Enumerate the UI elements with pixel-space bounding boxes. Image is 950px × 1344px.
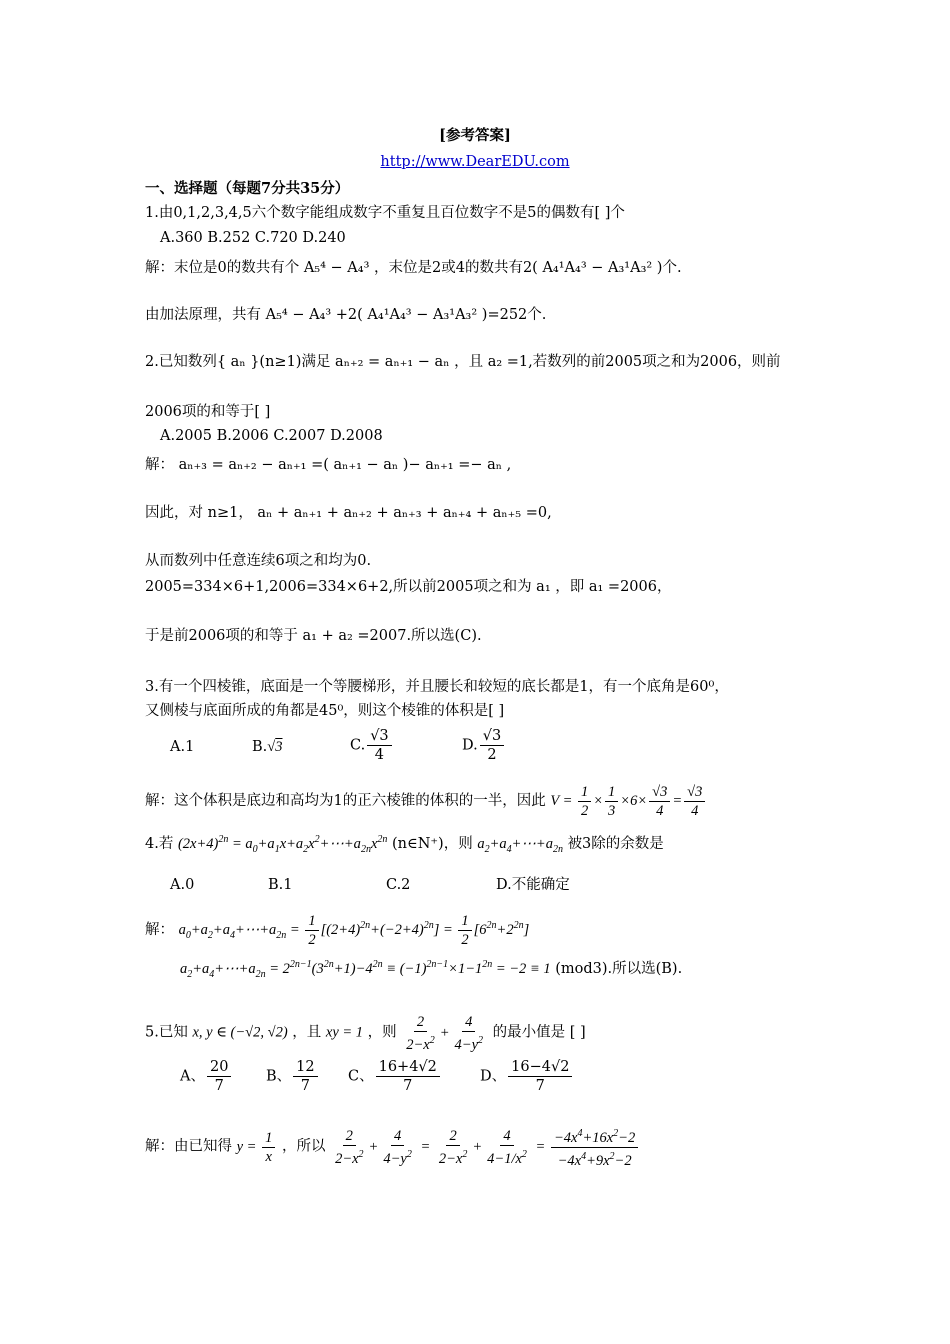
q3-solution-prefix: 解：这个体积是底边和高均为1的正六棱锥的体积的一半，因此 — [145, 792, 546, 809]
q5-solution-expr: $\frac{2}{2-x^2}$ + $\frac{4}{4-y^2}$ = $\frac{2}{2-x^2}$ + $\frac{4}{4-1/x^2}$ = $\frac{-4x^4+16x^2-2}{-4x^4+9x^2-2}$ — [330, 1139, 640, 1155]
q5-option-c: C、 — [348, 1068, 374, 1085]
even-coeff-sum: $a_2+a_4+\cdots+a_{2n}$ — [477, 835, 563, 855]
y-equals-1-over-x: y = $\frac{1}{x}$ — [237, 1139, 278, 1155]
q3-text: 3.有一个四棱锥，底面是一个等腰梯形，并且腰长和较短的底长都是1，有一个底角是60⁰， — [145, 679, 729, 695]
binomial-expansion: $(2x+4)^{2n}$ = $a_0+a_1x+a_2x^2+\cdots+a_{2n}x^{2n}$ — [177, 834, 388, 855]
q5-option-d: D、 — [480, 1068, 507, 1085]
q2-solution-4: 2005=334×6+1,2006=334×6+2,所以前2005项之和为 a₁ ，即 a₁ =2006， — [145, 579, 672, 595]
q5-text-mid: ，且 — [292, 1024, 322, 1041]
q4-option-d: D.不能确定 — [496, 877, 570, 893]
q2-solution-2: 因此，对 n≥1， aₙ + aₙ₊₁ + aₙ₊₂ + aₙ₊₃ + aₙ₊₄ + aₙ₊₅ =0, — [145, 505, 552, 521]
q3-option-d: D. — [462, 737, 478, 754]
q4-solution-2-tail: (mod3).所以选(B). — [555, 960, 683, 977]
frac-16-minus-4sqrt2-over-7: $\frac{16-4√2}{7}$ — [508, 1058, 572, 1095]
page-title: [参考答案] — [439, 127, 511, 144]
q1-options: A.360 B.252 C.720 D.240 — [160, 230, 346, 246]
frac-sqrt3-over-2: $\frac{√3}{2}$ — [480, 727, 504, 764]
q3-option-a: A.1 — [170, 739, 195, 755]
q5-solution-mid: ，所以 — [281, 1138, 326, 1155]
q2-options: A.2005 B.2006 C.2007 D.2008 — [160, 428, 383, 444]
q4-solution-2: $a_2+a_4+\cdots+a_{2n} = 2^{2n-1}(3^{2n}+1)-4^{2n} \equiv (-1)^{2n-1}\times 1-1^{2n} = -2 \equiv 1$ — [180, 959, 551, 980]
q1-text: 1.由0,1,2,3,4,5六个数字能组成数字不重复且百位数字不是5的偶数有[ ]个 — [145, 205, 625, 221]
q5-target-expr: $\frac{2}{2-x^2}$ + $\frac{4}{4-y^2}$ — [406, 1014, 484, 1053]
q4-solution-label: 解： — [145, 921, 174, 938]
frac-20-7: $\frac{20}{7}$ — [207, 1058, 231, 1095]
q3-text-2: 又侧棱与底面所成的角都是45⁰，则这个棱锥的体积是[ ] — [145, 703, 505, 719]
q3-option-b: B. — [252, 739, 268, 755]
q5-option-a: A、 — [180, 1068, 205, 1085]
frac-12-7: $\frac{12}{7}$ — [293, 1058, 317, 1095]
q1-solution-2: 由加法原理，共有 A₅⁴ − A₄³ +2( A₄¹A₄³ − A₃¹A₃² )=252个. — [145, 307, 547, 323]
q2-solution-1: 解： aₙ₊₃ = aₙ₊₂ − aₙ₊₁ =( aₙ₊₁ − aₙ )− aₙ₊₁ =− aₙ , — [145, 457, 512, 473]
q2-text: 2.已知数列{ aₙ }(n≥1)满足 aₙ₊₂ = aₙ₊₁ − aₙ ，且 a₂ =1,若数列的前2005项之和为2006，则前 — [145, 354, 781, 370]
q5-text-prefix: 5.已知 — [145, 1024, 188, 1041]
q4-option-c: C.2 — [386, 877, 411, 893]
q2-text-2: 2006项的和等于[ ] — [145, 404, 271, 420]
q5-solution-prefix: 解：由已知得 — [145, 1138, 232, 1155]
q4-text-suffix: 被3除的余数是 — [567, 835, 664, 852]
frac-sqrt3-over-4: $\frac{√3}{4}$ — [367, 727, 391, 764]
q5-condition: xy = 1 — [325, 1024, 364, 1041]
q5-text-suffix: 的最小值是 [ ] — [492, 1024, 586, 1041]
volume-formula: V = $\frac{1}{2}$ × $\frac{1}{3}$ ×6× $\frac{√3}{4}$ = $\frac{√3}{4}$ — [550, 793, 707, 809]
q4-option-b: B.1 — [268, 877, 293, 893]
q5-text-mid2: ，则 — [367, 1024, 397, 1041]
frac-16-plus-4sqrt2-over-7: $\frac{16+4√2}{7}$ — [376, 1058, 440, 1095]
q2-solution-5: 于是前2006项的和等于 a₁ + a₂ =2007.所以选(C). — [145, 628, 482, 644]
q4-solution-1: $a_0+a_2+a_4+\cdots+a_{2n}$ = $\frac{1}{2}$ $[(2+4)^{2n}+(-2+4)^{2n}]$ = $\frac{1}{2}$ $[6^{2n}+2^{2n}]$ — [178, 913, 530, 948]
sqrt3-expr: √3 — [267, 739, 283, 755]
q1-solution-1: 解：末位是0的数共有个 A₅⁴ − A₄³ ，末位是2或4的数共有2( A₄¹A₄³ − A₃¹A₃² )个. — [145, 260, 682, 276]
q4-option-a: A.0 — [170, 877, 195, 893]
site-link[interactable]: http://www.DearEDU.com — [380, 154, 570, 170]
q5-option-b: B、 — [266, 1068, 292, 1085]
q4-text-mid: (n∈N⁺)，则 — [391, 835, 473, 852]
q2-solution-3: 从而数列中任意连续6项之和均为0. — [145, 553, 372, 569]
q5-domain: x, y ∈ (−√2, √2) — [192, 1024, 288, 1041]
q4-text-prefix: 4.若 — [145, 835, 174, 852]
section-heading: 一、选择题（每题7分共35分） — [145, 180, 350, 197]
q3-option-c: C. — [350, 737, 366, 754]
